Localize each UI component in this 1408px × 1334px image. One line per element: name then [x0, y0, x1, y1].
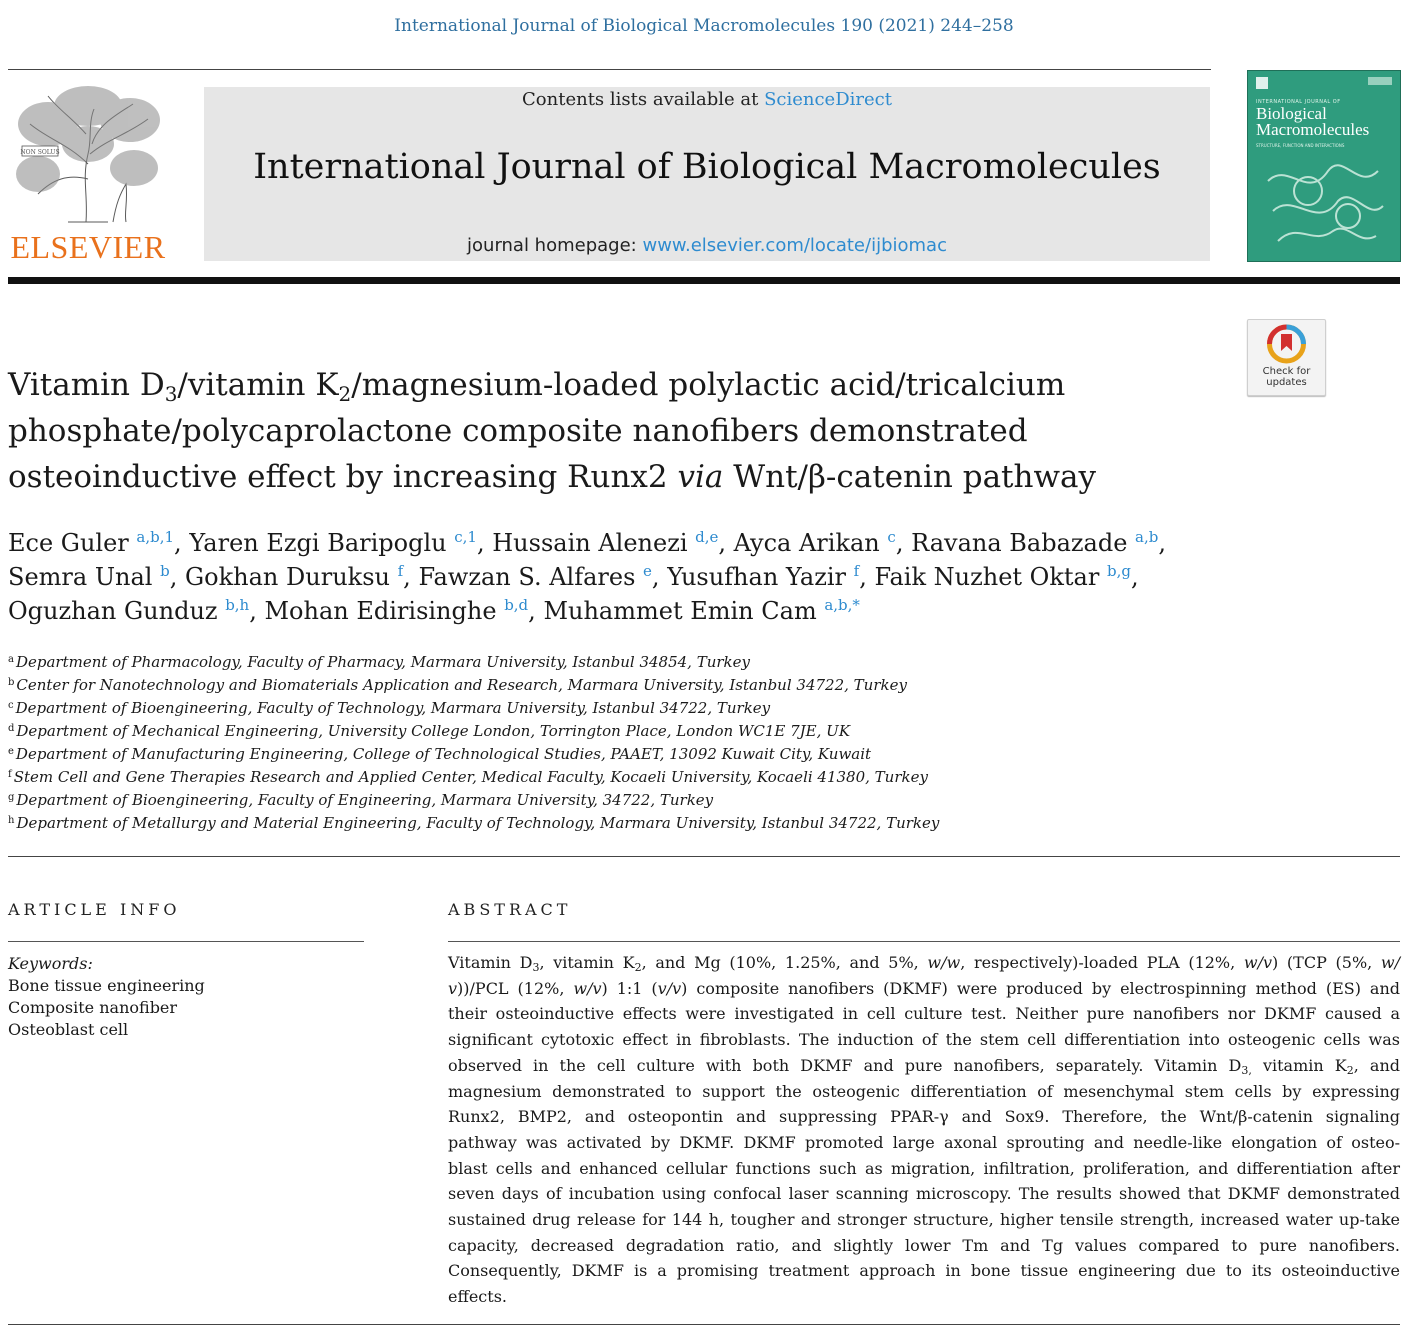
affiliation-list [8, 651, 1400, 835]
check-for-updates-label [1248, 366, 1325, 388]
affiliation-label: h [8, 815, 15, 826]
affiliation-label: f [8, 769, 12, 780]
article-info-heading: ARTICLE INFO [8, 900, 181, 919]
title-line-3 [8, 454, 1208, 500]
article-title [8, 362, 1208, 500]
title-line-2: phosphate/polycaprolactone composite nanofibers demonstrated [8, 413, 1028, 449]
footer-divider [8, 1324, 1400, 1325]
title-text: osteoinductive effect by increasing Runx2 [8, 459, 678, 495]
cover-small-text: INTERNATIONAL JOURNAL OF [1256, 99, 1341, 105]
author-list [8, 526, 1400, 628]
affiliation-text: Center for Nanotechnology and Biomaterials Application and Research, Marmara University, Istanbul 34722, Turkey [16, 676, 907, 694]
affiliation-item [8, 651, 1400, 674]
crossmark-icon [1248, 320, 1325, 366]
author-affiliation-link[interactable]: a,b,1 [136, 528, 175, 546]
author-name[interactable]: Faik Nuzhet Oktar [874, 563, 1100, 591]
title-text: Vitamin D [8, 367, 165, 403]
abstract-italic: w/v [1243, 953, 1273, 972]
abstract-line: blast cells and enhanced cellular functions such as migration, infiltration, proliferation, and differentiation after [448, 1158, 1400, 1178]
affiliation-text: Stem Cell and Gene Therapies Research and Applied Center, Medical Faculty, Kocaeli University, Kocaeli 41380, Turkey [13, 768, 928, 786]
homepage-link[interactable]: www.elsevier.com/locate/ijbiomac [642, 235, 947, 256]
author-name[interactable]: Mohan Edirisinghe [264, 597, 497, 625]
author-name[interactable]: Yusufhan Yazir [667, 563, 846, 591]
abstract-line [448, 1053, 1400, 1079]
affiliation-label: d [8, 723, 15, 734]
title-text: /magnesium-loaded polylactic acid/tricalcium [351, 367, 1066, 403]
abstract-line: pathway was activated by DKMF. DKMF promoted large axonal sprouting and needle-like elongation of osteo- [448, 1132, 1400, 1152]
svg-text:NON SOLUS: NON SOLUS [20, 149, 60, 156]
author-name[interactable]: Fawzan S. Alfares [418, 563, 636, 591]
abstract-fragment: vitamin K [1251, 1055, 1347, 1075]
authors-line-1: Ece Guler $^{a,b,1}$, Yaren Ezgi Baripoglu $^{c,1}$, Hussain Alenezi $^{d,e}$, Ayca Arikan $^c$, Ravana Babazade $^{a,b}$, [8, 528, 1167, 557]
section-divider [8, 856, 1400, 857]
cover-subtitle: STRUCTURE, FUNCTION AND INTERACTIONS [1256, 143, 1345, 148]
author-affiliation-link[interactable]: a,b [1135, 528, 1159, 546]
affiliation-label: b [8, 677, 15, 688]
author-name[interactable]: Ece Guler [8, 529, 129, 557]
abstract-fragment: ) (TCP (5%, [1272, 953, 1381, 972]
author-affiliation-link[interactable]: d,e [695, 528, 719, 546]
author-affiliation-link[interactable]: c [887, 528, 896, 546]
abstract-line: Consequently, DKMF is a promising treatment approach in bone tissue engineering due to its osteoinductive [448, 1261, 1400, 1281]
masthead-divider [8, 277, 1400, 284]
keyword-item: Composite nanofiber [8, 998, 178, 1017]
abstract-subscript: 2 [1346, 1063, 1354, 1077]
affiliation-label: c [8, 700, 14, 711]
keyword-item: Osteoblast cell [8, 1020, 129, 1039]
crossmark-line1: Check for [1262, 366, 1311, 377]
keywords-block [8, 953, 205, 1041]
author-name[interactable]: Oguzhan Gunduz [8, 597, 218, 625]
journal-cover[interactable] [1247, 70, 1401, 262]
abstract-fragment: ) composite nanofibers (DKMF) were produced by electrospinning method (ES) and [681, 978, 1401, 998]
abstract-line: magnesium demonstrated to support the osteogenic differentiation of mesenchymal stem cells by expressing [448, 1081, 1400, 1101]
abstract-fragment: , and [1353, 1055, 1400, 1075]
authors-line-3: Oguzhan Gunduz $^{b,h}$, Mohan Edirisinghe $^{b,d}$, Muhammet Emin Cam $^{a,b,*}$ [8, 596, 860, 625]
abstract-line: seven days of incubation using confocal laser scanning microscopy. The results showed that DKMF demonstrated [448, 1184, 1400, 1204]
affiliation-item [8, 720, 1400, 743]
affiliation-text: Department of Mechanical Engineering, University College London, Torrington Place, London WC1E 7JE, UK [16, 722, 851, 740]
abstract-italic: v/v [657, 978, 682, 998]
title-text: Wnt/β-catenin pathway [723, 459, 1097, 495]
abstract-line: significant cytotoxic effect in fibroblasts. The induction of the stem cell differentiation into osteogenic cells was [448, 1030, 1400, 1050]
abstract-fragment: observed in the cell culture with both DKMF and pure nanofibers, separately. Vitamin D [448, 1055, 1242, 1075]
author-affiliation-link[interactable]: f [397, 562, 404, 580]
author-name[interactable]: Gokhan Duruksu [185, 563, 390, 591]
abstract-subscript: 3, [1241, 1063, 1252, 1077]
affiliation-label: g [8, 792, 15, 803]
affiliation-text: Department of Pharmacology, Faculty of Pharmacy, Marmara University, Istanbul 34854, Turkey [15, 653, 750, 671]
affiliation-text: Department of Manufacturing Engineering, College of Technological Studies, PAAET, 13092 Kuwait City, Kuwait [15, 745, 872, 763]
affiliation-item [8, 766, 1400, 789]
author-affiliation-link[interactable]: b,g [1106, 562, 1131, 580]
author-name[interactable]: Yaren Ezgi Baripoglu [189, 529, 447, 557]
abstract-line: capacity, decreased degradation ratio, and slightly lower Tm and Tg values compared to pure nanofibers. [448, 1235, 1400, 1255]
abstract-fragment: , vitamin K [539, 953, 635, 972]
author-affiliation-link[interactable]: b [160, 562, 170, 580]
affiliation-item [8, 812, 1400, 835]
journal-citation[interactable]: International Journal of Biological Macromolecules 190 (2021) 244–258 [394, 16, 1014, 36]
abstract-line: Runx2, BMP2, and osteopontin and suppressing PPAR-γ and Sox9. Therefore, the Wnt/β-catenin signaling [448, 1107, 1400, 1127]
cover-title-line2: Macromolecules [1256, 120, 1370, 139]
title-text: /vitamin K [177, 367, 339, 403]
abstract-line [448, 950, 1400, 976]
author-name[interactable]: Semra Unal [8, 563, 153, 591]
author-affiliation-link[interactable]: a,b,* [824, 596, 860, 614]
cover-title-line1: Biological [1256, 104, 1327, 123]
authors-line-2: Semra Unal $^b$, Gokhan Duruksu $^f$, Fawzan S. Alfares $^e$, Yusufhan Yazir $^f$, Faik Nuzhet Oktar $^{b,g}$, [8, 562, 1139, 591]
author-affiliation-link[interactable]: b,d [504, 596, 529, 614]
affiliation-item [8, 789, 1400, 812]
abstract-line: sustained drug release for 144 h, tougher and stronger structure, higher tensile strength, increased water up-take [448, 1210, 1400, 1230]
journal-title: International Journal of Biological Macromolecules [253, 147, 1161, 187]
header-divider [8, 69, 1211, 70]
abstract-subscript: 2 [634, 961, 642, 974]
abstract-italic: w/w [927, 953, 961, 972]
author-affiliation-link[interactable]: b,h [225, 596, 250, 614]
elsevier-tree-icon [8, 84, 168, 224]
abstract-fragment: , respectively)-loaded PLA (12%, [960, 953, 1244, 972]
title-subscript: 2 [338, 382, 352, 406]
crossmark-line2: updates [1266, 377, 1307, 388]
abstract-text [448, 950, 1400, 1310]
affiliation-item [8, 697, 1400, 720]
title-line-1 [8, 362, 1208, 408]
author-name[interactable]: Hussain Alenezi [492, 529, 688, 557]
sciencedirect-link[interactable]: ScienceDirect [764, 89, 892, 110]
author-name[interactable]: Ravana Babazade [911, 529, 1128, 557]
contents-line [204, 89, 1210, 110]
title-italic: via [677, 459, 724, 495]
journal-homepage [204, 235, 1210, 256]
affiliation-label: e [8, 746, 14, 757]
affiliation-label: a [8, 654, 14, 665]
cover-title [1256, 106, 1369, 138]
author-name[interactable]: Muhammet Emin Cam [543, 597, 817, 625]
abstract-fragment: ))/PCL (12%, [457, 978, 574, 998]
abstract-fragment: ) 1:1 ( [601, 978, 658, 998]
author-affiliation-link[interactable]: e [643, 562, 652, 580]
author-affiliation-link[interactable]: c,1 [454, 528, 477, 546]
abstract-fragment: Vitamin D [448, 953, 533, 972]
abstract-line: their osteoinductive effects were investigated in cell culture test. Neither pure nanofibers nor DKMF caused a [448, 1004, 1400, 1024]
abstract-fragment: , and Mg (10%, 1.25%, and 5%, [641, 953, 928, 972]
affiliation-text: Department of Bioengineering, Faculty of Technology, Marmara University, Istanbul 34722, Turkey [15, 699, 771, 717]
abstract-line: effects. [448, 1287, 507, 1307]
affiliation-item [8, 743, 1400, 766]
abstract-heading: ABSTRACT [448, 900, 572, 919]
contents-prefix: Contents lists available at [522, 89, 759, 110]
affiliation-text: Department of Bioengineering, Faculty of Engineering, Marmara University, 34722, Turkey [16, 791, 714, 809]
abstract-divider [448, 941, 1400, 942]
abstract-italic: w/ [1380, 953, 1400, 972]
check-for-updates-button[interactable] [1247, 319, 1326, 396]
author-affiliation-link[interactable]: f [853, 562, 860, 580]
journal-masthead [204, 87, 1210, 261]
keyword-item: Bone tissue engineering [8, 976, 205, 995]
abstract-italic: v [448, 978, 458, 998]
title-subscript: 3 [164, 382, 178, 406]
affiliation-item [8, 674, 1400, 697]
abstract-subscript: 3 [532, 961, 540, 974]
article-info-divider [8, 941, 364, 942]
elsevier-wordmark: ELSEVIER [10, 229, 166, 265]
abstract-line [448, 976, 1400, 1002]
homepage-prefix: journal homepage: [467, 235, 637, 256]
keywords-heading: Keywords: [8, 954, 93, 973]
abstract-italic: w/v [573, 978, 602, 998]
affiliation-text: Department of Metallurgy and Material Engineering, Faculty of Technology, Marmara University, Istanbul 34722, Turkey [16, 814, 940, 832]
author-name[interactable]: Ayca Arikan [733, 529, 880, 557]
